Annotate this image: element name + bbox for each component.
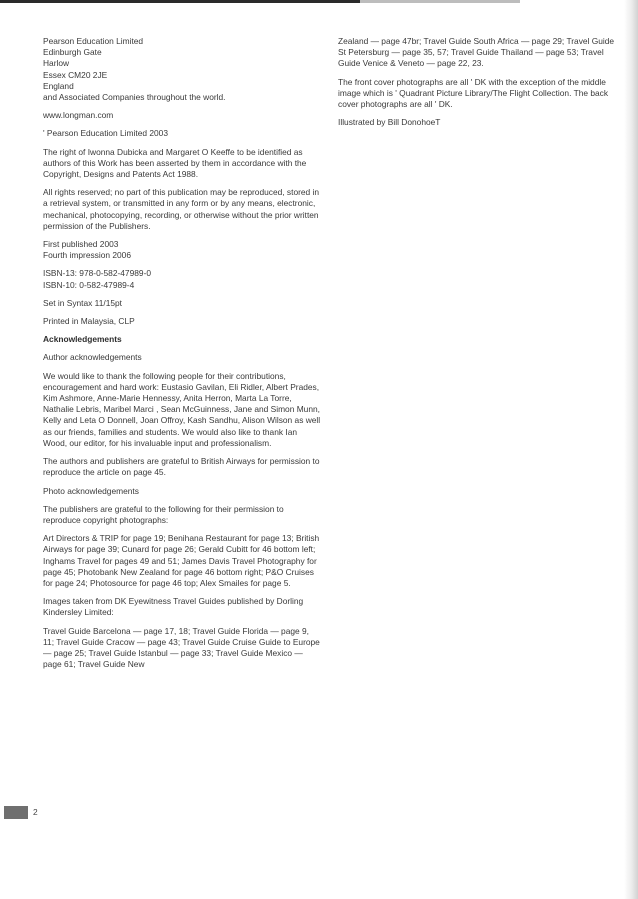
address-line: Edinburgh Gate xyxy=(43,47,102,58)
typeset-line: Set in Syntax 11/15pt xyxy=(43,297,122,308)
address-line: and Associated Companies throughout the world. xyxy=(43,92,226,103)
illustrator-credit: Illustrated by Bill DonohoeT xyxy=(338,117,441,128)
address-line: Harlow xyxy=(43,58,70,69)
impression-line: Fourth impression 2006 xyxy=(43,250,131,261)
top-scan-edge xyxy=(360,0,520,3)
page-number: 2 xyxy=(33,807,38,817)
copyright-line: ' Pearson Education Limited 2003 xyxy=(43,128,168,139)
left-column xyxy=(43,36,321,677)
author-ack-paragraph: We would like to thank the following people for their contributions, encouragement and hard work: Eustasio Gavilan, Eli Ridler, Albert Prades, Kim Ashmore, Anne-Marie Hennessy, Anita Herron, Marta La Torre, Nathalie Lebris, Maribel Marci , Sean McGuinness, Jane and Simon Munn, Kelly and Leta O Donnell, Joan Offroy, Kash Sandhu, Alison Wilson as well as our friends, families and students. We would also like to thank Ian Wood, our editor, for his invaluable input and professionalism. xyxy=(43,370,321,448)
moral-rights-paragraph: The right of Iwonna Dubicka and Margaret O Keeffe to be identified as authors of this Work has been asserted by them in accordance with the Copyright, Designs and Patents Act 1988. xyxy=(43,146,307,180)
rights-reserved-paragraph: All rights reserved; no part of this publication may be reproduced, stored in a retrieval system, or transmitted in any form or by any means, electronic, mechanical, photocopying, recording, or otherwise without the prior written permission of the Publishers. xyxy=(43,187,320,231)
publisher-address xyxy=(43,36,321,103)
address-line: Pearson Education Limited xyxy=(43,36,144,46)
address-line: England xyxy=(43,80,74,91)
page-number-marker xyxy=(4,806,28,819)
dk-images-intro: Images taken from DK Eyewitness Travel Guides published by Dorling Kindersley Limited: xyxy=(43,596,304,618)
top-rule xyxy=(0,0,360,3)
acknowledgements-heading: Acknowledgements xyxy=(43,334,122,345)
isbn-10: ISBN-10: 0-582-47989-4 xyxy=(43,279,135,290)
right-column xyxy=(338,36,616,135)
website: www.longman.com xyxy=(43,110,114,121)
photo-credits-paragraph: Art Directors & TRIP for page 19; Benihana Restaurant for page 13; British Airways for page 39; Cunard for page 26; Gerald Cubitt for 46 bottom left; Inghams Travel for pages 49 and 51; James Davis Travel Photography for page 45; Photobank New Zealand for page 46 bottom right; P&O Cruises for page 24; Photosource for page 46 top; Alex Smailes for page 5. xyxy=(43,533,320,588)
printed-line: Printed in Malaysia, CLP xyxy=(43,316,135,327)
isbn-13: ISBN-13: 978-0-582-47989-0 xyxy=(43,268,152,279)
photo-ack-intro: The publishers are grateful to the following for their permission to reproduce copyright photographs: xyxy=(43,503,284,525)
page-edge-shadow xyxy=(624,0,638,899)
author-ack-heading: Author acknowledgements xyxy=(43,352,142,363)
published-line: First published 2003 xyxy=(43,239,119,250)
photo-ack-heading: Photo acknowledgements xyxy=(43,485,139,496)
cover-photos-paragraph: The front cover photographs are all ' DK with the exception of the middle image which is ' Quadrant Picture Library/The Flight Collection. The back cover photographs are all ' DK. xyxy=(338,76,609,110)
dk-guides-continued: Zealand — page 47br; Travel Guide South Africa — page 29; Travel Guide St Petersburg — page 35, 57; Travel Guide Thailand — page 53; Travel Guide Venice & Veneto — page 22, 23. xyxy=(338,36,615,69)
publication-history xyxy=(43,239,321,261)
british-airways-paragraph: The authors and publishers are grateful to British Airways for permission to reproduce the article on page 45. xyxy=(43,456,320,478)
isbn-block xyxy=(43,268,321,290)
address-line: Essex CM20 2JE xyxy=(43,69,108,80)
dk-guides-paragraph: Travel Guide Barcelona — page 17, 18; Travel Guide Florida — page 9, 11; Travel Guide Cracow — page 43; Travel Guide Cruise Guide to Europe — page 25; Travel Guide Istanbul — page 33; Travel Guide Mexico — page 61; Travel Guide New xyxy=(43,625,320,670)
